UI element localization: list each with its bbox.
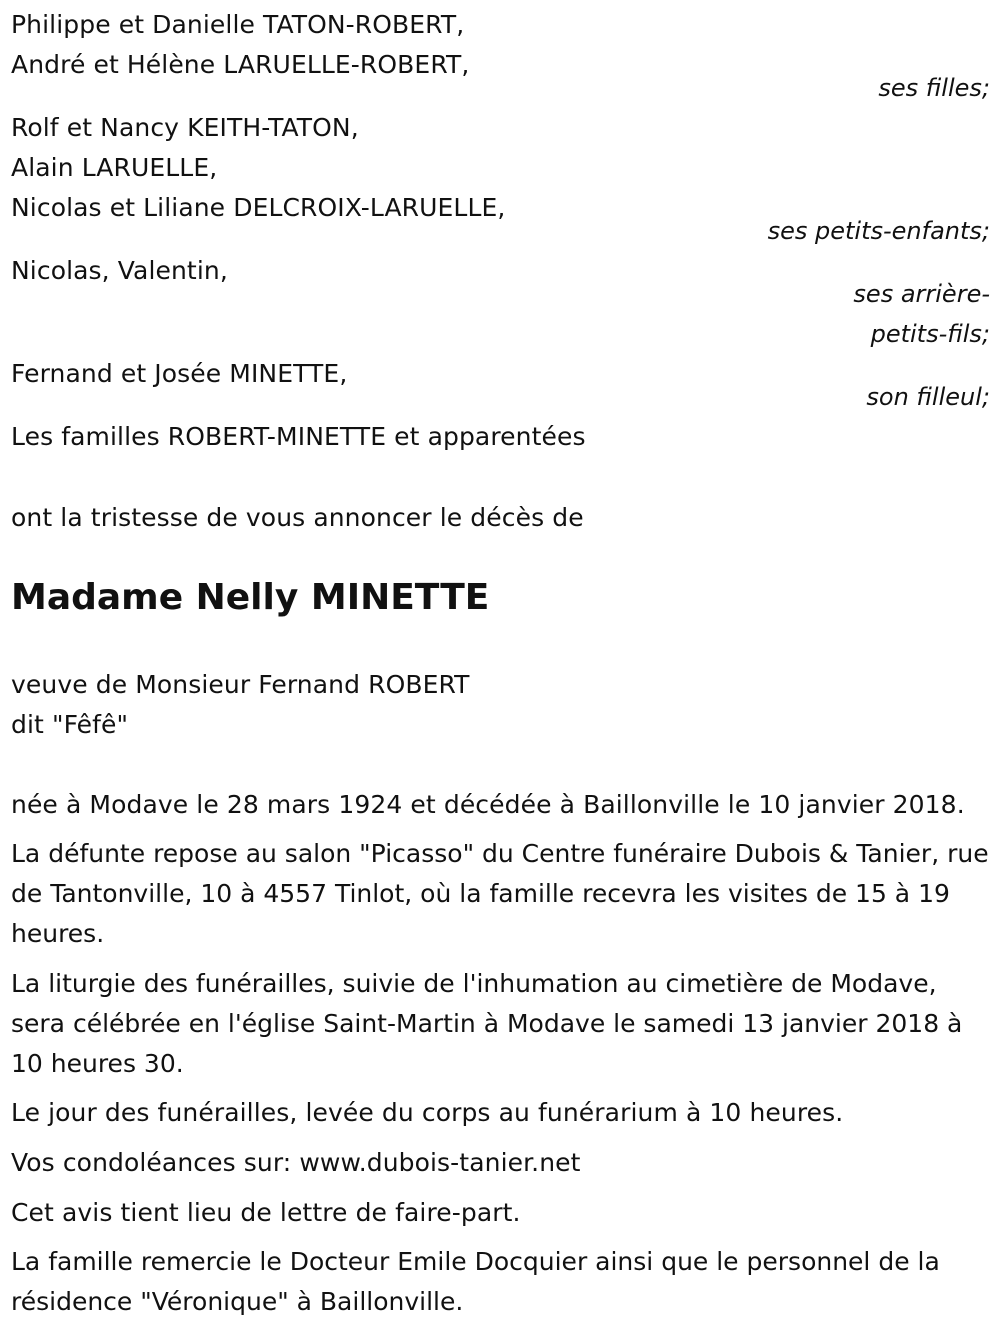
announcement-line: ont la tristesse de vous annoncer le décès de [11,503,584,532]
condolences-line: Vos condoléances sur: www.dubois-tanier.net [11,1148,581,1177]
families-line: Les familles ROBERT-MINETTE et apparentées [11,422,586,451]
deceased-name: Madame Nelly MINETTE [11,577,490,618]
great-grandchildren-role-2: petits-fils; [870,320,990,348]
great-grandchildren-line: Nicolas, Valentin, [11,256,228,285]
grandchild-line-1: Rolf et Nancy KEITH-TATON, [11,113,359,142]
godson-role: son filleul; [866,383,990,411]
rest-paragraph: La défunte repose au salon "Picasso" du Centre funéraire Dubois & Tanier, rue de Tantonville, 10 à 4557 Tinlot, où la famille recevra les visites de 15 à 19 heures. [11,839,989,948]
daughters-role: ses filles; [878,74,990,102]
thanks-paragraph: La famille remercie le Docteur Emile Docquier ainsi que le personnel de la résidence "Véronique" à Baillonville. [11,1247,940,1316]
widow-of-line: veuve de Monsieur Fernand ROBERT [11,670,470,699]
grandchildren-role: ses petits-enfants; [767,217,990,245]
daughter-line-1: Philippe et Danielle TATON-ROBERT, [11,10,465,39]
removal-line: Le jour des funérailles, levée du corps au funérarium à 10 heures. [11,1098,844,1127]
notice-line: Cet avis tient lieu de lettre de faire-part. [11,1198,521,1227]
birth-death-line: née à Modave le 28 mars 1924 et décédée à Baillonville le 10 janvier 2018. [11,790,965,819]
grandchild-line-2: Alain LARUELLE, [11,153,218,182]
great-grandchildren-role-1: ses arrière- [853,280,990,308]
nickname-line: dit "Fêfê" [11,710,129,739]
grandchild-line-3: Nicolas et Liliane DELCROIX-LARUELLE, [11,193,506,222]
daughter-line-2: André et Hélène LARUELLE-ROBERT, [11,50,470,79]
liturgy-paragraph: La liturgie des funérailles, suivie de l'inhumation au cimetière de Modave, sera célébrée en l'église Saint-Martin à Modave le samedi 13 janvier 2018 à 10 heures 30. [11,969,963,1078]
godson-line: Fernand et Josée MINETTE, [11,359,348,388]
